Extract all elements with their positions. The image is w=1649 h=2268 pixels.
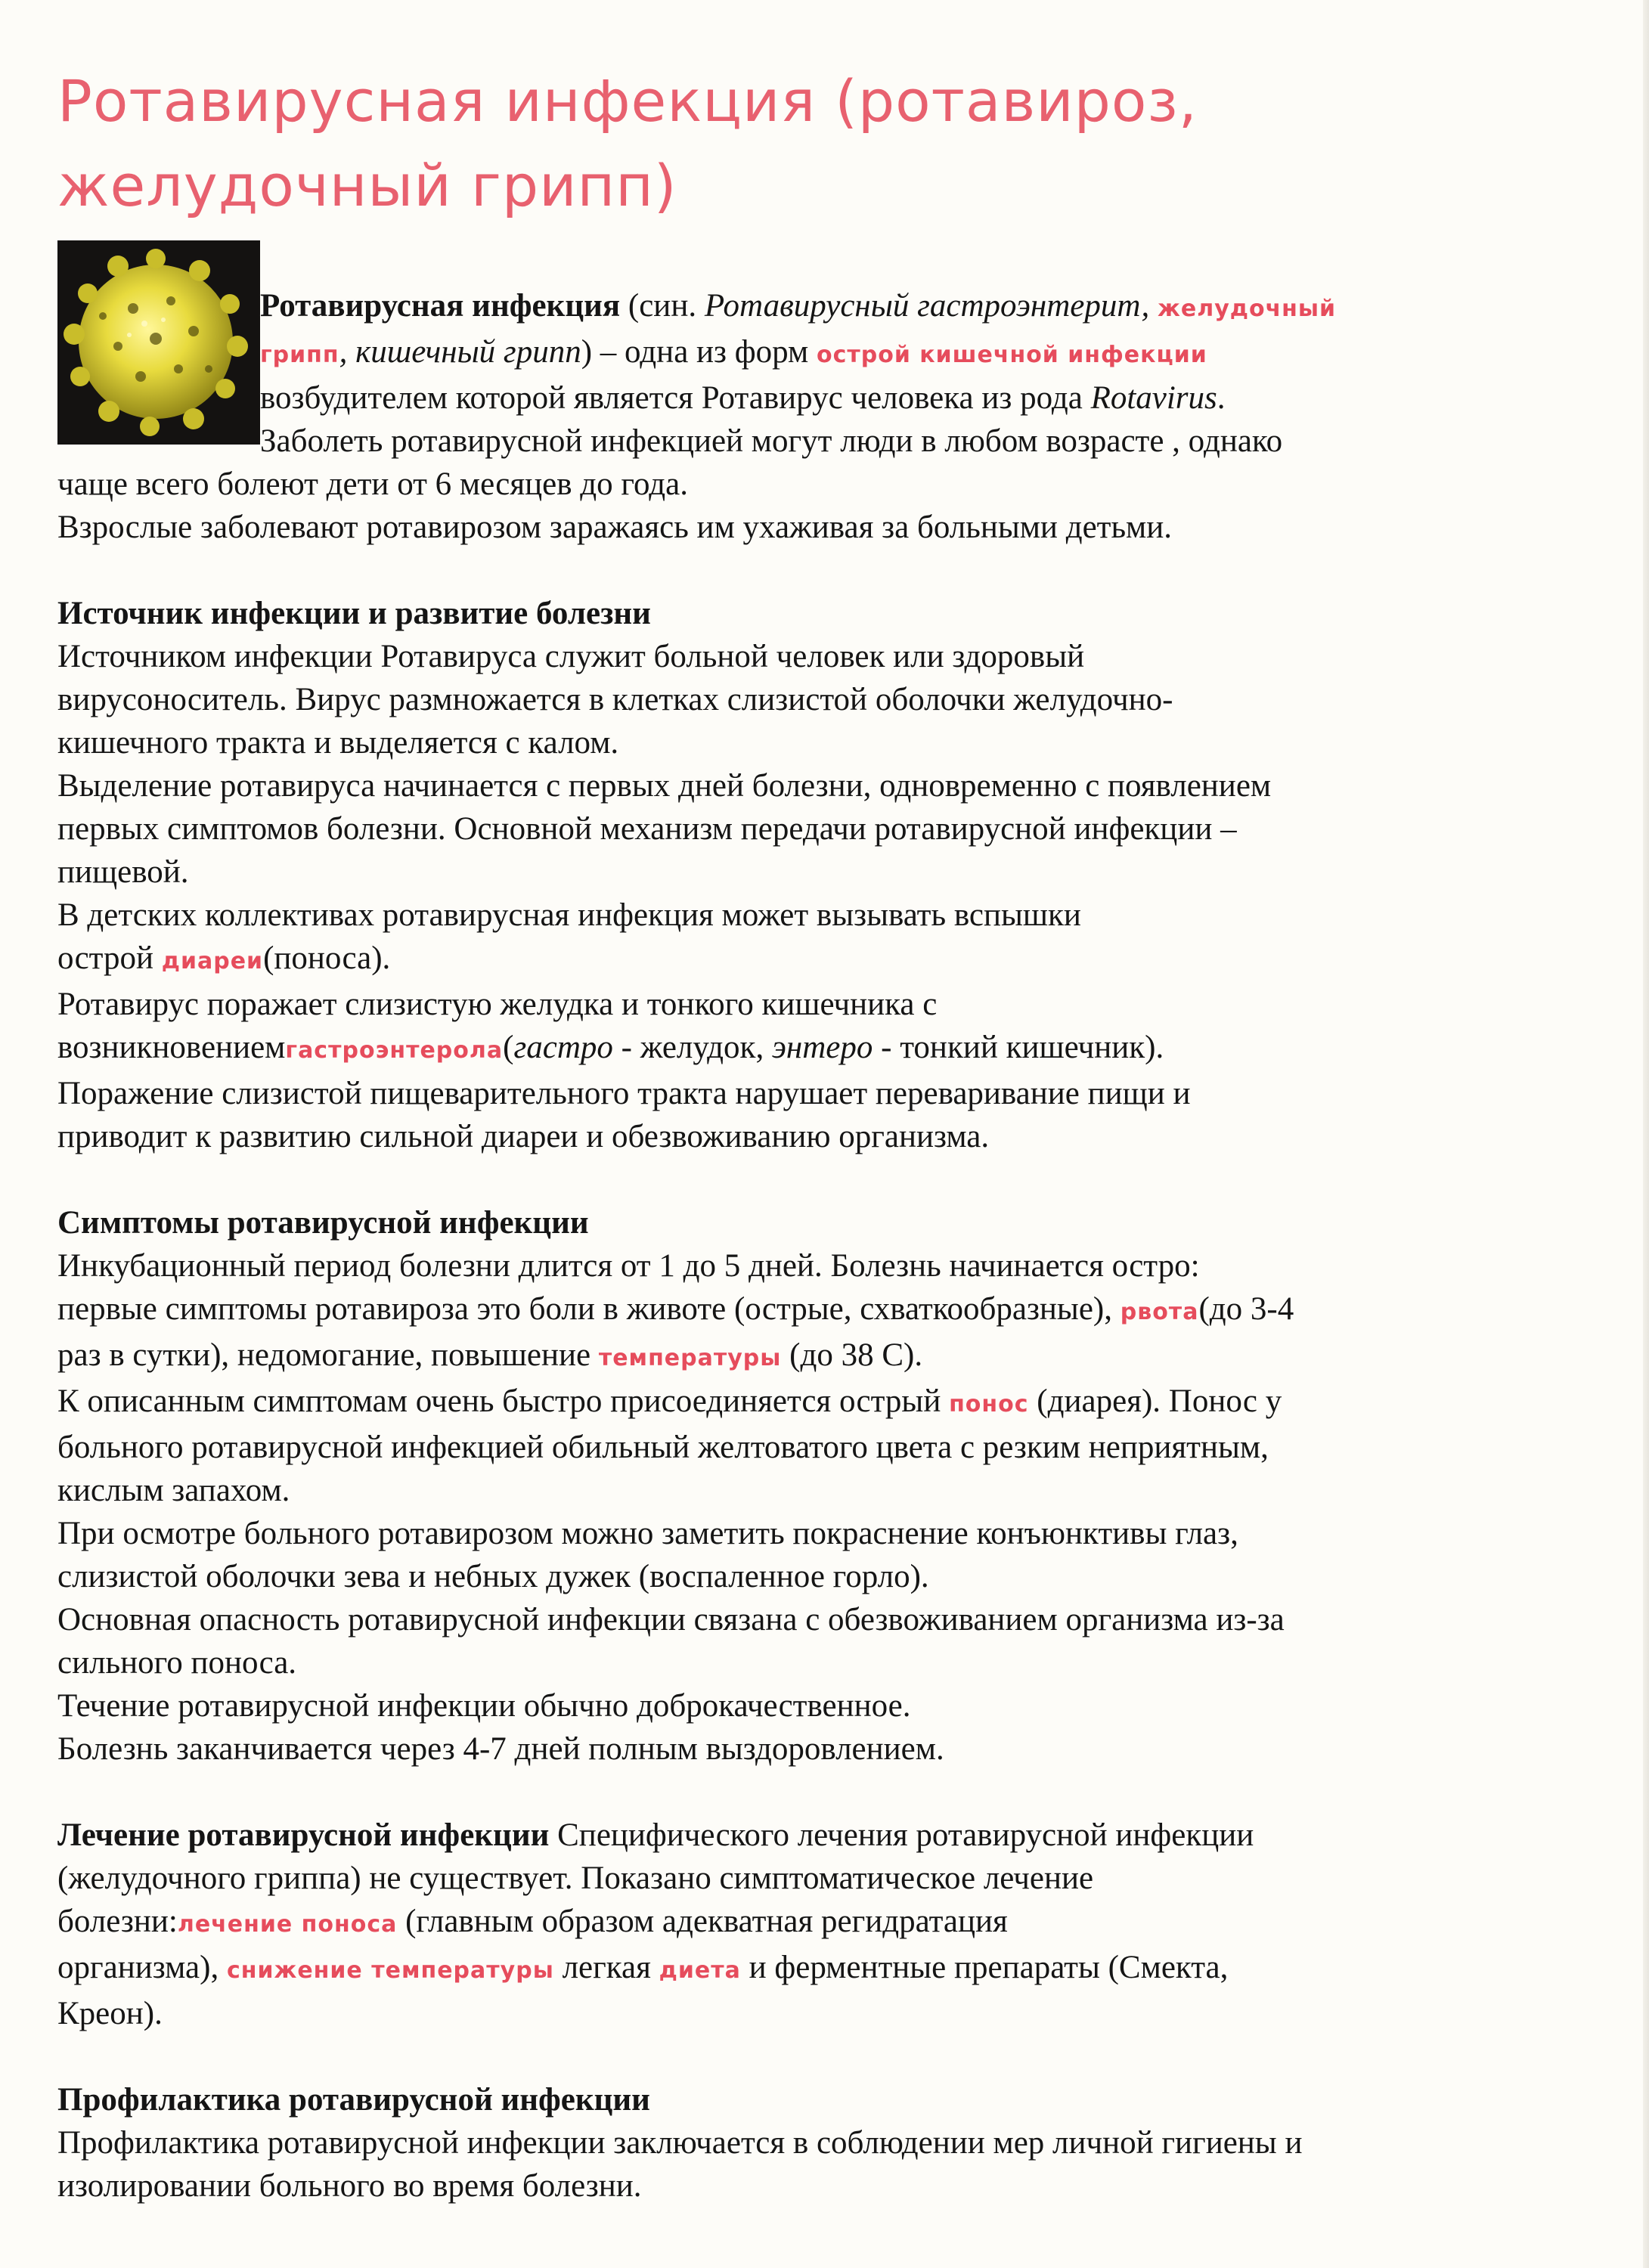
paragraph-line: Креон).	[57, 1996, 163, 2031]
text-span: Специфического лечения ротавирусной инфекции	[549, 1817, 1254, 1853]
text-span: (до 38 С).	[781, 1337, 923, 1373]
paragraph-line: сильного поноса.	[57, 1645, 297, 1681]
handwritten-note: желудочный	[1158, 296, 1337, 322]
paragraph-line: (желудочного гриппа) не существует. Показано симптоматическое лечение	[57, 1861, 1094, 1896]
handwritten-note: понос	[949, 1391, 1029, 1418]
text-span: .	[1217, 380, 1226, 416]
intro-term: Ротавирусная инфекция	[260, 288, 621, 324]
text-span: первые симптомы ротавироза это боли в животе (острые, схваткообразные),	[57, 1291, 1121, 1327]
paragraph-line: кишечного тракта и выделяется с калом.	[57, 725, 619, 761]
intro-line	[57, 330, 1592, 376]
prevention-section	[57, 2078, 1592, 2208]
page-title: Ротавирусная инфекция (ротавироз, желудочный грипп)	[57, 67, 1198, 219]
paragraph-line: изолировании больного во время болезни.	[57, 2168, 642, 2204]
paragraph-line	[57, 937, 1592, 983]
paragraph-line: кислым запахом.	[57, 1473, 290, 1508]
intro-line	[57, 376, 1592, 420]
paragraph-line	[57, 1814, 1592, 1857]
paragraph-line: При осмотре больного ротавирозом можно заметить покраснение конъюнктивы глаз,	[57, 1516, 1238, 1551]
spacer	[57, 2035, 1592, 2078]
paragraph-line	[57, 1900, 1592, 1946]
paragraph-line: Ротавирус поражает слизистую желудка и тонкого кишечника с	[57, 987, 938, 1022]
paragraph-line: первых симптомов болезни. Основной механизм передачи ротавирусной инфекции –	[57, 811, 1237, 847]
paragraph-line: Источником инфекции Ротавируса служит больной человек или здоровый	[57, 639, 1085, 674]
paragraph-line: пищевой.	[57, 854, 189, 890]
paragraph-line: Течение ротавирусной инфекции обычно доброкачественное.	[57, 1688, 911, 1724]
text-span: (главным образом адекватная регидратация	[397, 1904, 1008, 1939]
handwritten-note: диареи	[161, 948, 264, 974]
paragraph-line: Инкубационный период болезни длится от 1 до 5 дней. Болезнь начинается остро:	[57, 1248, 1200, 1284]
synonym: , кишечный грипп	[339, 334, 581, 370]
handwritten-note: гастроэнтерола	[285, 1037, 504, 1064]
text-span: легкая	[553, 1950, 659, 1985]
handwritten-note: острой кишечной инфекции	[816, 342, 1207, 368]
section-heading: Профилактика ротавирусной инфекции	[57, 2082, 650, 2118]
text-span: и ферментные препараты (Смекта,	[740, 1950, 1229, 1985]
paragraph-line	[57, 1380, 1592, 1426]
paragraph-line: больного ротавирусной инфекцией обильный желтоватого цвета с резким неприятным,	[57, 1430, 1269, 1465]
intro-line: чаще всего болеют дети от 6 месяцев до года.	[57, 466, 688, 502]
paragraph-line: Поражение слизистой пищеварительного тракта нарушает переваривание пищи и	[57, 1076, 1191, 1111]
text-span: (до 3-4	[1198, 1291, 1294, 1327]
intro-line: Взрослые заболевают ротавирозом заражаясь им ухаживая за больными детьми.	[57, 510, 1173, 545]
text-span: - желудок,	[612, 1030, 772, 1065]
text-span: (син.	[620, 288, 705, 324]
text-span: (	[503, 1030, 514, 1065]
source-section	[57, 592, 1592, 1158]
paragraph-line: В детских коллективах ротавирусная инфекция может вызывать вспышки	[57, 897, 1081, 933]
italic-term: гастро	[513, 1030, 613, 1065]
text-span: (диарея). Понос у	[1028, 1383, 1282, 1419]
handwritten-note: грипп	[260, 342, 339, 368]
symptoms-section	[57, 1201, 1592, 1771]
paragraph-line: вирусоноситель. Вирус размножается в клетках слизистой оболочки желудочно-	[57, 682, 1173, 717]
text-span: ) – одна из форм	[581, 334, 817, 370]
text-span: возбудителем которой является Ротавирус человека из рода	[260, 380, 1091, 416]
paragraph-line: приводит к развитию сильной диареи и обезвоживанию организма.	[57, 1119, 990, 1154]
handwritten-note: температуры	[598, 1345, 782, 1371]
paragraph-line: Основная опасность ротавирусной инфекции связана с обезвоживанием организма из-за	[57, 1602, 1285, 1637]
text-span: возникновением	[57, 1030, 286, 1065]
section-heading: Лечение ротавирусной инфекции	[57, 1817, 550, 1853]
text-span: болезни:	[57, 1904, 178, 1939]
spacer	[57, 1158, 1592, 1201]
paragraph-line	[57, 1026, 1592, 1072]
handwritten-note: лечение поноса	[177, 1911, 398, 1938]
section-heading: Источник инфекции и развитие болезни	[57, 596, 651, 631]
paragraph-line: слизистой оболочки зева и небных дужек (воспаленное горло).	[57, 1559, 929, 1594]
handwritten-note: диета	[659, 1957, 741, 1984]
text-span: организма),	[57, 1950, 227, 1985]
spacer	[57, 549, 1592, 592]
intro-section	[57, 284, 1592, 549]
intro-line: Заболеть ротавирусной инфекцией могут люди в любом возрасте , однако	[260, 423, 1283, 459]
paragraph-line	[57, 1287, 1592, 1334]
handwritten-note: рвота	[1120, 1299, 1199, 1325]
section-heading: Симптомы ротавирусной инфекции	[57, 1205, 589, 1241]
genus-name: Rotavirus	[1090, 380, 1217, 416]
text-span: (поноса).	[263, 940, 391, 976]
italic-term: энтеро	[771, 1030, 873, 1065]
paragraph-line	[57, 1946, 1592, 1992]
document-body	[57, 284, 1592, 2208]
text-span: раз в сутки), недомогание, повышение	[57, 1337, 599, 1373]
text-span: - тонкий кишечник).	[873, 1030, 1164, 1065]
intro-line	[57, 284, 1592, 330]
treatment-section	[57, 1814, 1592, 2035]
paragraph-line: Болезнь заканчивается через 4-7 дней полным выздоровлением.	[57, 1731, 944, 1767]
text-span: острой	[57, 940, 162, 976]
page-edge	[1643, 0, 1649, 2268]
text-span: К описанным симптомам очень быстро присоединяется острый	[57, 1383, 950, 1419]
spacer	[57, 1771, 1592, 1814]
paragraph-line: Выделение ротавируса начинается с первых дней болезни, одновременно с появлением	[57, 768, 1272, 804]
paragraph-line	[57, 1334, 1592, 1380]
synonym: Ротавирусный гастроэнтерит,	[704, 288, 1150, 324]
paragraph-line: Профилактика ротавирусной инфекции заключается в соблюдении мер личной гигиены и	[57, 2125, 1303, 2161]
handwritten-note: снижение температуры	[226, 1957, 554, 1984]
